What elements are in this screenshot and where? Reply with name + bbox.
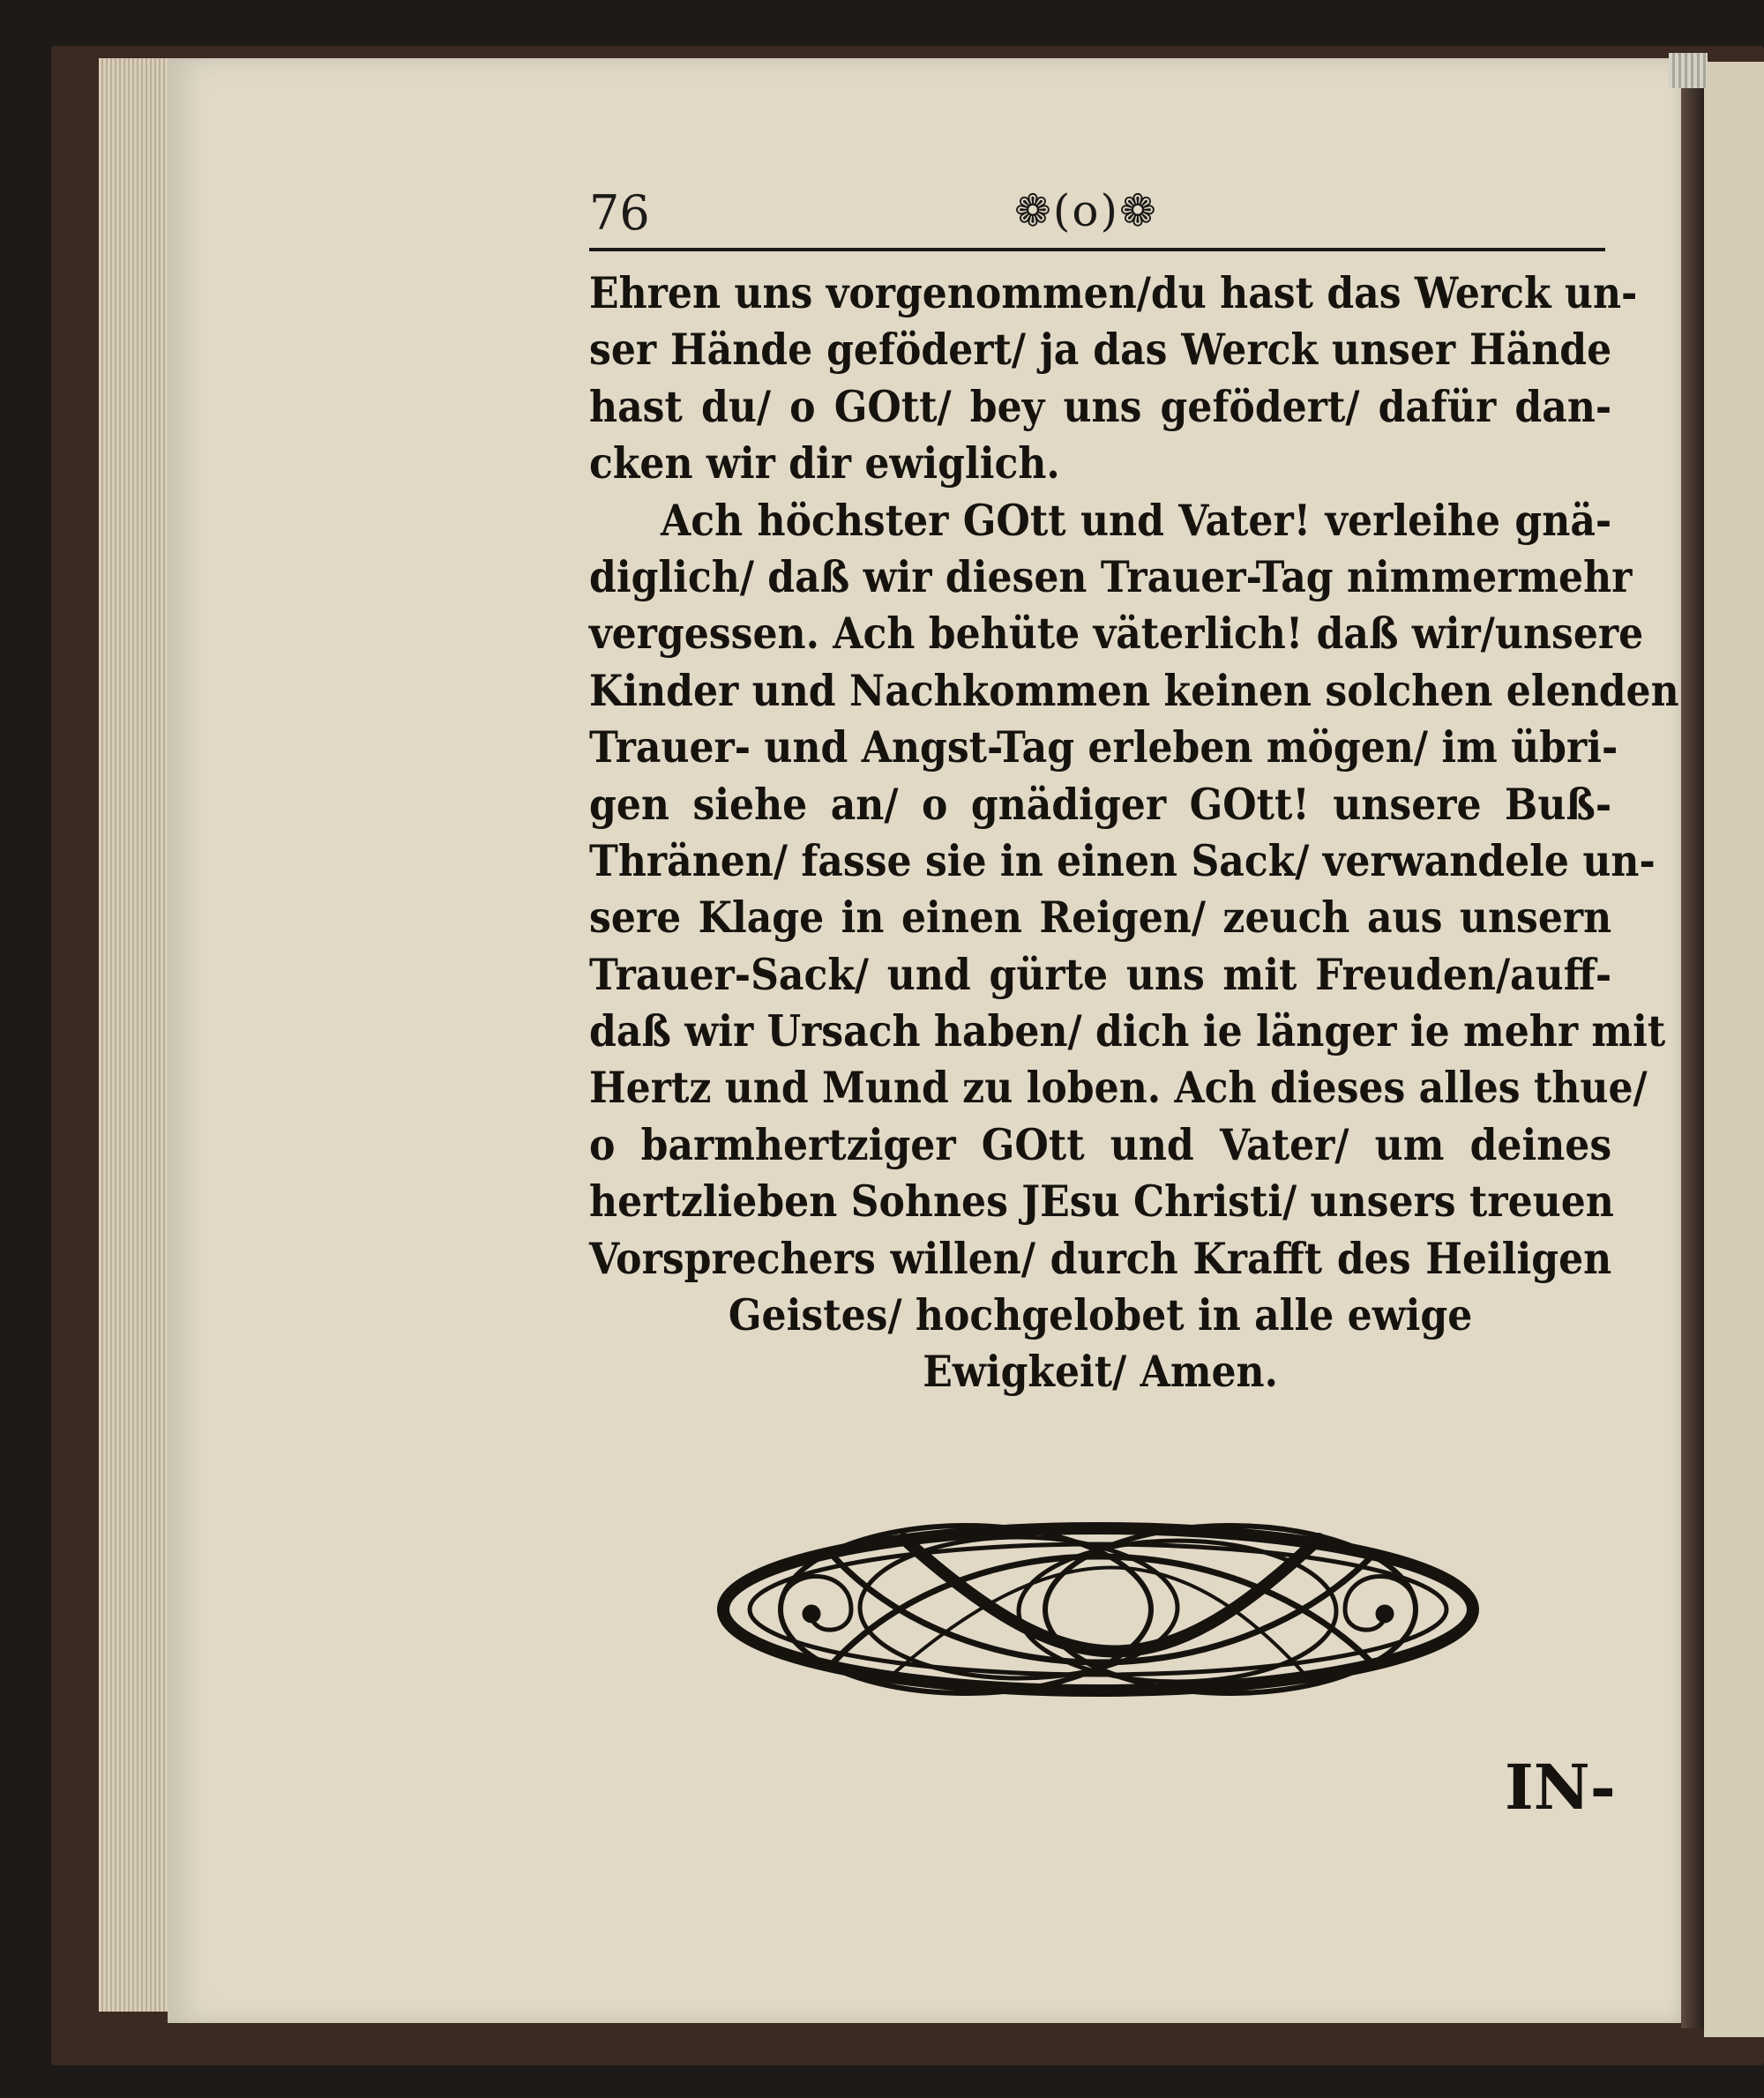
bookmark-ribbon [1669,53,1708,88]
page-number: 76 [589,185,650,241]
text-line: Hertz und Mund zu loben. Ach dieses alles thue/ [589,1062,1648,1114]
text-line: Kinder und Nachkommen keinen solchen elenden [589,664,1679,716]
text-line: ser Hände gefödert/ ja das Werck unser Hände [589,324,1612,376]
text-line: Geistes/ hochgelobet in alle ewige [728,1289,1473,1341]
calligraphic-flourish-ornament [701,1504,1495,1715]
text-line: o barmhertziger GOtt und Vater/ um deines [589,1118,1612,1170]
text-line: daß wir Ursach haben/ dich ie länger ie mehr mit [589,1005,1666,1057]
catchword: IN- [1505,1751,1616,1824]
body-text [589,265,1679,1400]
text-line: diglich/ daß wir diesen Trauer-Tag nimmermehr [589,550,1633,602]
text-line: Trauer-Sack/ und gürte uns mit Freuden/auff- [589,948,1612,1000]
text-line: Thränen/ fasse sie in einen Sack/ verwandele un- [589,834,1656,886]
text-line: gen siehe an/ o gnädiger GOtt! unsere Buß- [589,778,1612,830]
text-line: Ehren uns vorgenommen/du hast das Werck un- [589,267,1638,318]
text-line: hast du/ o GOtt/ bey uns gefödert/ dafür dan- [589,380,1612,432]
text-line: Ewigkeit/ Amen. [923,1346,1278,1398]
text-line: sere Klage in einen Reigen/ zeuch aus unsern [589,892,1612,944]
book-gutter [1681,53,1704,2028]
text-line: Vorsprechers willen/ durch Krafft des Heiligen [589,1232,1612,1284]
text-line: Ach höchster GOtt und Vater! verleihe gnä- [661,494,1612,546]
text-line: cken wir dir ewiglich. [589,437,1060,489]
text-line: vergessen. Ach behüte väterlich! daß wir/unsere [589,608,1644,660]
facing-page-edge [1704,62,1764,2037]
text-line: hertzlieben Sohnes JEsu Christi/ unsers treuen [589,1176,1614,1228]
header-rule [589,248,1605,251]
running-head [589,185,1605,243]
header-ornament: ❁(o)❁ [1014,185,1158,236]
text-line: Trauer- und Angst-Tag erleben mögen/ im übri- [589,721,1618,773]
